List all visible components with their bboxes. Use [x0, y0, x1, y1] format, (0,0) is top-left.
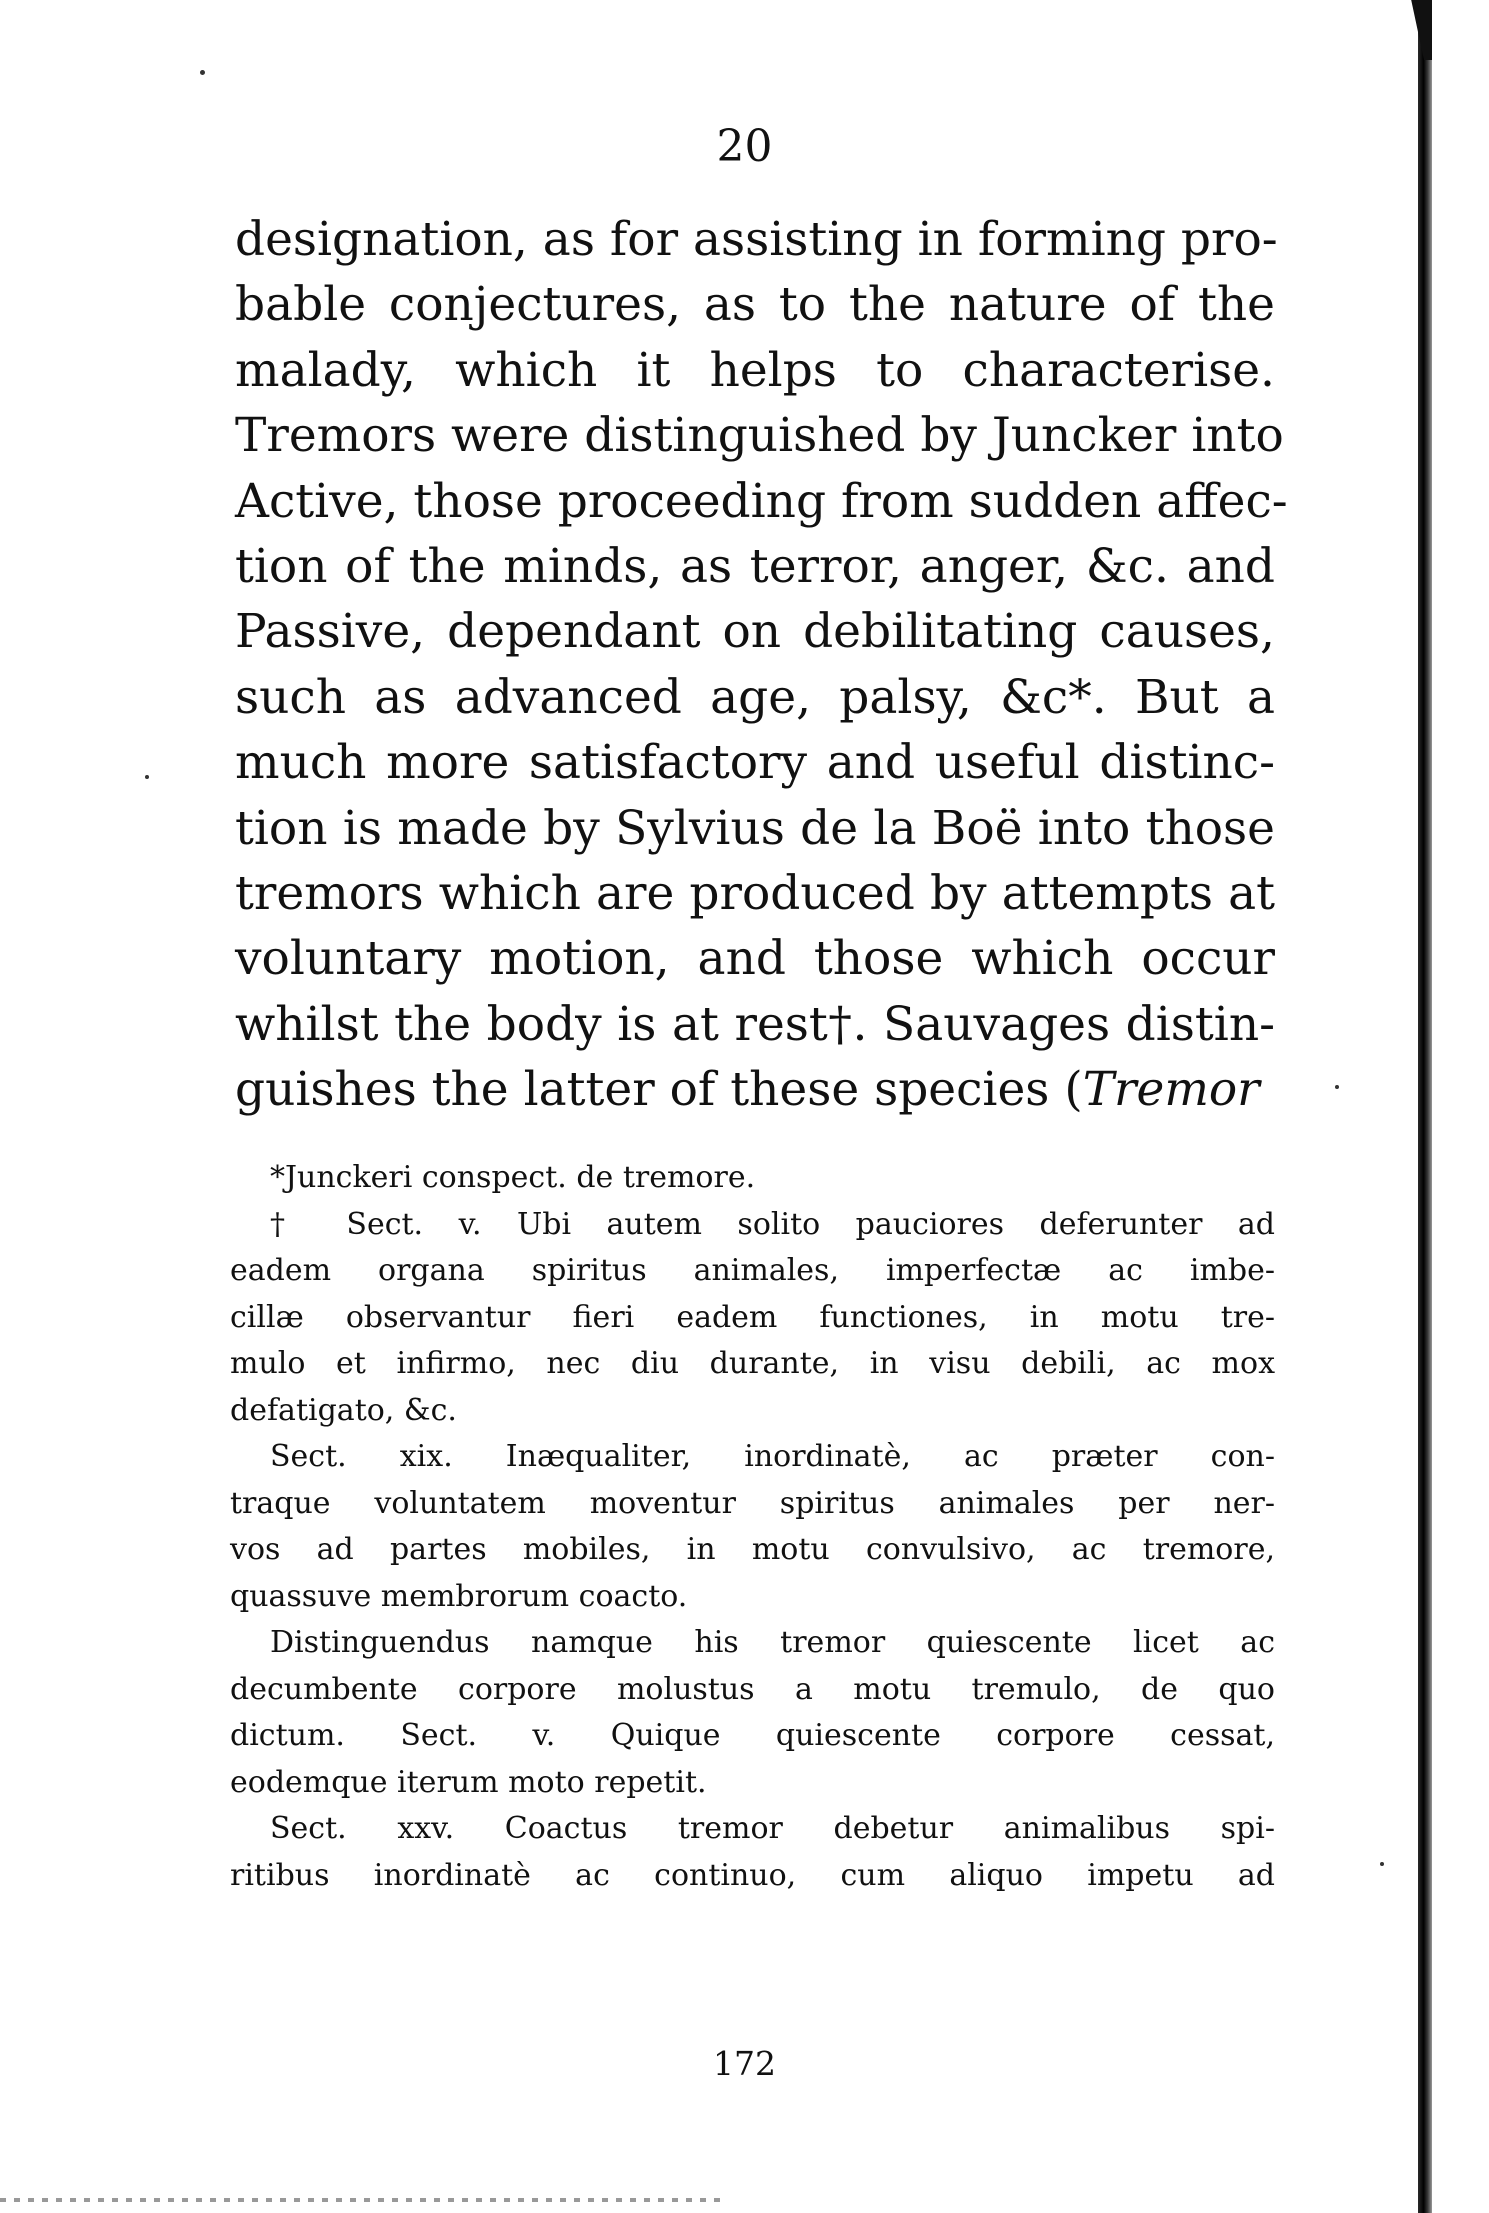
body-line: tremors which are produced by attempts at	[235, 865, 1275, 921]
body-line-text: guishes the latter of these species (	[235, 1062, 1083, 1118]
footnote-line: † Sect. v. Ubi autem solito pauciores deferunter ad	[270, 1206, 1275, 1242]
footnote-line: Sect. xxv. Coactus tremor debetur animalibus spi-	[270, 1811, 1275, 1846]
footnote-line: defatigato, &c.	[230, 1392, 457, 1428]
footnote-line: quassuve membrorum coacto.	[230, 1578, 688, 1614]
footnote-line: mulo et infirmo, nec diu durante, in visu debili, ac mox	[230, 1346, 1275, 1381]
page-edge-shadow	[1418, 0, 1432, 2213]
page-number: 20	[716, 121, 773, 172]
body-line: such as advanced age, palsy, &c*. But a	[235, 669, 1275, 725]
scan-speck	[145, 775, 149, 779]
scan-speck	[200, 70, 205, 75]
footnote-line: eodemque iterum moto repetit.	[230, 1764, 707, 1800]
body-line: designation, as for assisting in forming pro-	[235, 212, 1278, 267]
body-line: tion of the minds, as terror, anger, &c. and	[235, 538, 1275, 594]
body-line: voluntary motion, and those which occur	[235, 931, 1275, 987]
scan-speck	[1380, 1862, 1384, 1866]
body-line: tion is made by Sylvius de la Boë into those	[235, 800, 1275, 856]
footnote-line: dictum. Sect. v. Quique quiescente corpore cessat,	[230, 1718, 1275, 1753]
scan-bottom-artifact	[0, 2198, 720, 2202]
body-line: Passive, dependant on debilitating causes,	[235, 604, 1275, 660]
italic-term: Tremor	[1082, 1062, 1260, 1118]
body-line: Tremors were distinguished by Juncker into	[235, 408, 1284, 464]
footnote-line: *Junckeri conspect. de tremore.	[270, 1160, 756, 1195]
body-line: whilst the body is at rest†. Sauvages distin-	[235, 996, 1275, 1052]
scan-speck	[1335, 1085, 1339, 1089]
footnotes	[230, 1155, 1275, 1899]
signature-mark: 172	[713, 2044, 776, 2083]
body-line: Active, those proceeding from sudden affec-	[235, 473, 1288, 529]
footnote-line: traque voluntatem moventur spiritus animales per ner-	[230, 1485, 1275, 1521]
body-line: malady, which it helps to characterise.	[235, 342, 1275, 398]
footnote-line: eadem organa spiritus animales, imperfectæ ac imbe-	[230, 1253, 1275, 1288]
body-line: much more satisfactory and useful distinc-	[235, 735, 1275, 791]
footnote-line: ritibus inordinatè ac continuo, cum aliquo impetu ad	[230, 1857, 1275, 1893]
body-text	[235, 207, 1288, 1122]
footnote-line: Distinguendus namque his tremor quiescente licet ac	[270, 1625, 1275, 1660]
footnote-line: decumbente corpore molustus a motu tremulo, de quo	[230, 1671, 1275, 1707]
page-edge-corner	[1400, 0, 1432, 60]
body-line	[235, 1057, 1275, 1122]
footnote-line: vos ad partes mobiles, in motu convulsivo, ac tremore,	[230, 1532, 1275, 1567]
footnote-line: Sect. xix. Inæqualiter, inordinatè, ac præter con-	[270, 1439, 1275, 1474]
body-line: bable conjectures, as to the nature of the	[235, 277, 1275, 333]
footnote-line: cillæ observantur fieri eadem functiones, in motu tre-	[230, 1299, 1275, 1335]
